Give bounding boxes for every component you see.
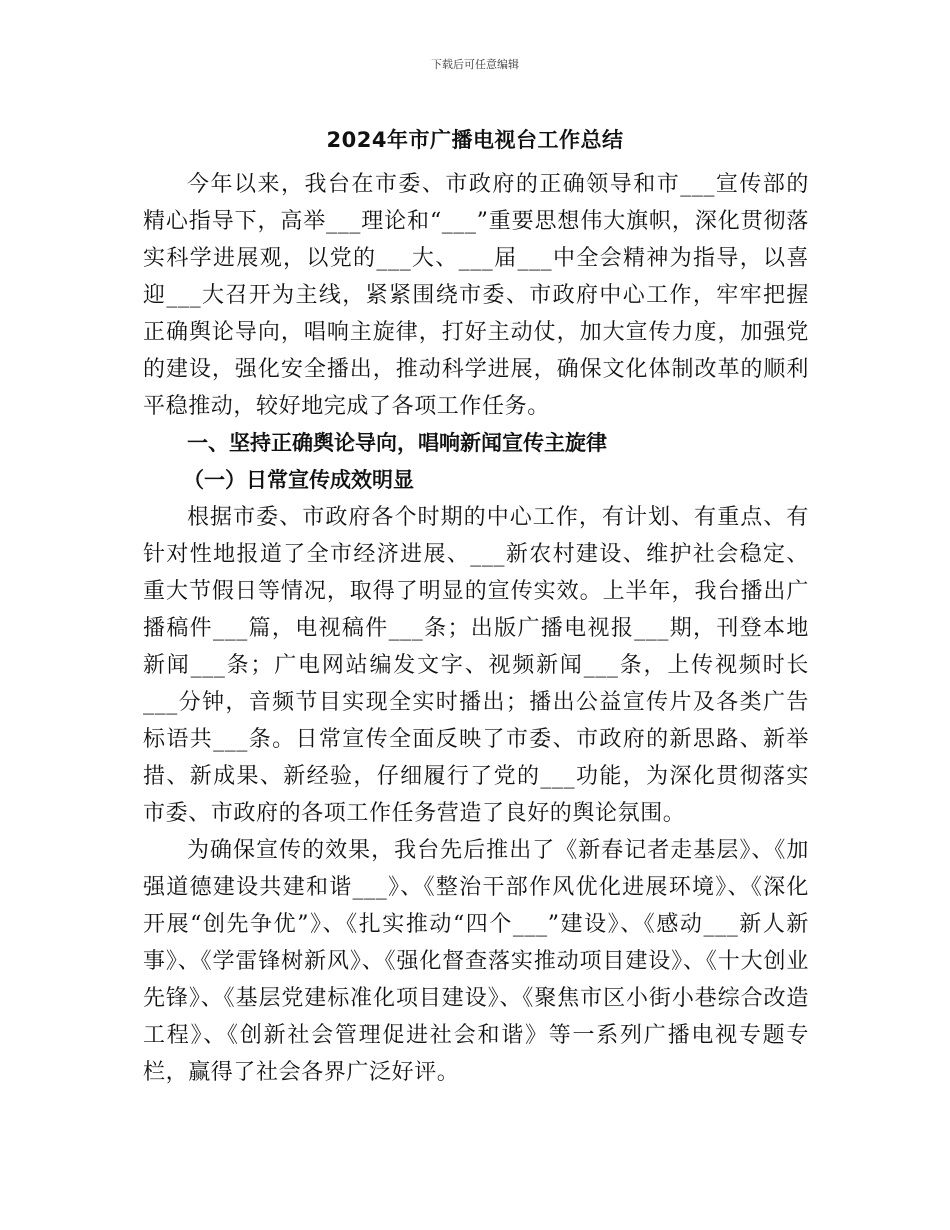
intro-paragraph: 今年以来，我台在市委、市政府的正确领导和市___宣传部的精心指导下，高举___理论和“___”重要思想伟大旗帜，深化贯彻落实科学进展观，以党的___大、___届___中全会精神为指导，以喜迎___大召开为主线，紧紧围绕市委、市政府中心工作，牢牢把握正确舆论导向，唱响主旋律，打好主动仗，加大宣传力度，加强党的建设，强化安全播出，推动科学进展，确保文化体制改革的顺利平稳推动，较好地完成了各项工作任务。 <box>143 172 809 419</box>
subsection-heading: （一）日常宣传成效明显 <box>183 468 414 492</box>
special-columns-paragraph: 为确保宣传的效果，我台先后推出了《新春记者走基层》、《加强道德建设共建和谐___》、《整治干部作风优化进展环境》、《深化开展“创先争优”》、《扎实推动“四个___”建设》、《感动___新人新事》、《学雷锋树新风》、《强化督查落实推动项目建设》、《十大创业先锋》、《基层党建标准化项目建设》、《聚焦市区小街小巷综合改造工程》、《创新社会管理促进社会和谐》等一系列广播电视专题专栏，赢得了社会各界广泛好评。 <box>143 838 809 1085</box>
daily-publicity-paragraph: 根据市委、市政府各个时期的中心工作，有计划、有重点、有针对性地报道了全市经济进展、___新农村建设、维护社会稳定、重大节假日等情况，取得了明显的宣传实效。上半年，我台播出广播稿件___篇，电视稿件___条；出版广播电视报___期，刊登本地新闻___条；广电网站编发文字、视频新闻___条，上传视频时长___分钟，音频节目实现全实时播出；播出公益宣传片及各类广告标语共___条。日常宣传全面反映了市委、市政府的新思路、新举措、新成果、新经验，仔细履行了党的___功能，为深化贯彻落实市委、市政府的各项工作任务营造了良好的舆论氛围。 <box>143 505 809 826</box>
document-body <box>143 166 809 1091</box>
section-heading: 一、坚持正确舆论导向，唱响新闻宣传主旋律 <box>187 431 607 455</box>
header-note: 下载后可任意编辑 <box>431 58 519 71</box>
document-title: 2024年市广播电视台工作总结 <box>326 128 624 152</box>
